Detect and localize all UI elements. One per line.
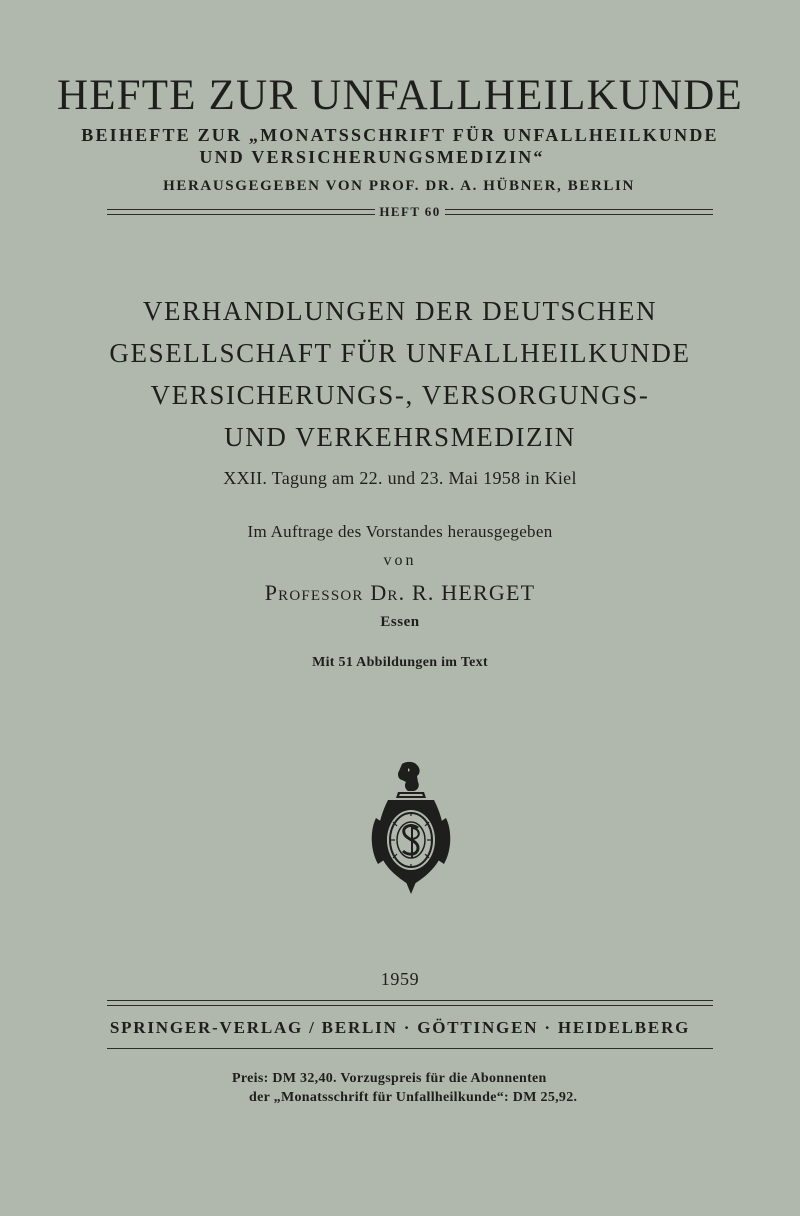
divider-rule-left xyxy=(107,209,375,215)
commission-line: Im Auftrage des Vorstandes herausgegeben xyxy=(247,522,553,541)
price-line-1: Preis: DM 32,40. Vorzugspreis für die Abonnenten xyxy=(232,1071,547,1086)
imprint-rule-top-2 xyxy=(107,1005,713,1006)
book-title xyxy=(0,290,800,458)
divider-rule-right xyxy=(445,209,713,215)
heft-number: HEFT 60 xyxy=(379,204,441,219)
by-line: von xyxy=(383,552,417,569)
book-title-line: UND VERKEHRSMEDIZIN xyxy=(224,422,576,452)
publisher-line: SPRINGER-VERLAG / BERLIN · GÖTTINGEN · HEIDELBERG xyxy=(109,1018,691,1037)
author xyxy=(0,580,800,606)
series-subtitle-line2: UND VERSICHERUNGSMEDIZIN“ xyxy=(199,147,545,167)
illustrations-note: Mit 51 Abbildungen im Text xyxy=(312,655,488,670)
springer-knight-seal-icon xyxy=(368,760,454,896)
imprint-rule-bottom xyxy=(107,1048,713,1049)
series-editor: HERAUSGEGEBEN VON PROF. DR. A. HÜBNER, BERLIN xyxy=(163,178,635,194)
conference-line: XXII. Tagung am 22. und 23. Mai 1958 in Kiel xyxy=(223,468,577,488)
book-title-line: GESELLSCHAFT FÜR UNFALLHEILKUNDE xyxy=(109,338,691,368)
imprint-rule-top-1 xyxy=(107,1000,713,1001)
series-title: HEFTE ZUR UNFALLHEILKUNDE xyxy=(56,72,744,119)
author-prefix: Professor Dr. xyxy=(264,580,406,605)
price-line-2: der „Monatsschrift für Unfallheilkunde“: DM 25,92. xyxy=(249,1090,578,1105)
book-title-line: VERSICHERUNGS-, VERSORGUNGS- xyxy=(150,380,650,410)
author-city: Essen xyxy=(380,614,420,630)
publication-year: 1959 xyxy=(380,969,420,989)
price-note xyxy=(232,1069,577,1107)
book-title-line: VERHANDLUNGEN DER DEUTSCHEN xyxy=(142,296,658,326)
heft-divider xyxy=(107,202,713,222)
author-name: R. HERGET xyxy=(412,580,536,605)
series-subtitle-line1: BEIHEFTE ZUR „MONATSSCHRIFT FÜR UNFALLHEILKUNDE xyxy=(81,125,719,145)
